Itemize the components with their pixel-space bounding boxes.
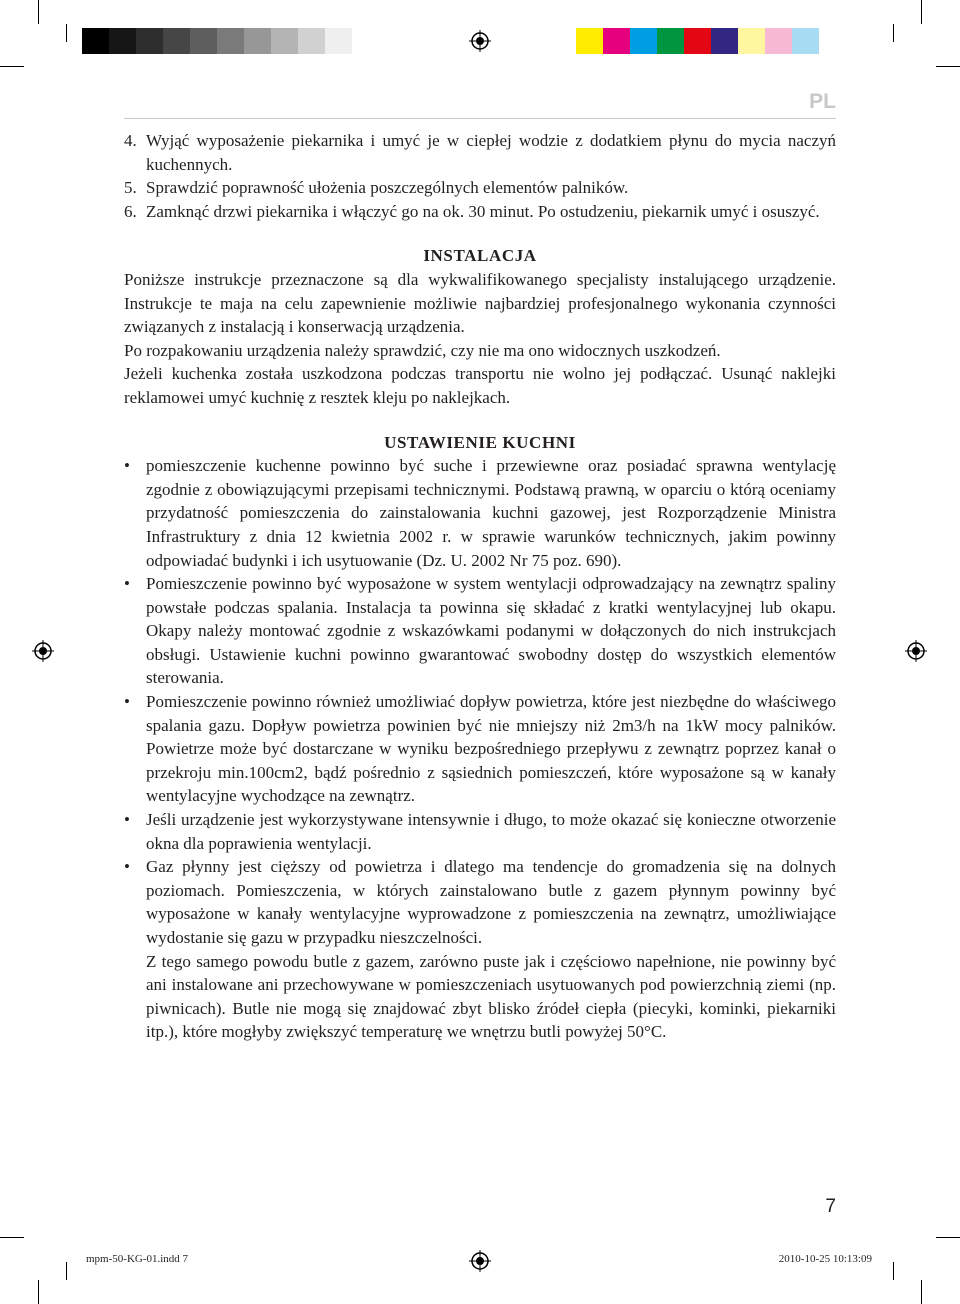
- crop-mark: [38, 1280, 39, 1304]
- color-swatch: [765, 28, 792, 54]
- list-item: [124, 176, 836, 200]
- color-swatch: [298, 28, 325, 54]
- item-text: pomieszczenie kuchenne powinno być suche i przewiewne oraz posiadać sprawna wentylację zgodnie z obowiązującymi przepisami technicznymi. Podstawą prawną, w oparciu o którą oceniamy przydatność pomieszczenia do zainstalowania kuchni gazowej, jest Rozporządzenie Ministra Infrastruktury z dnia 12 kwietnia 2002 r. w sprawie warunków technicznych, jakim powinny odpowiadać budynki i ich usytuowanie (Dz. U. 2002 Nr 75 poz. 690).: [146, 456, 836, 570]
- crop-mark: [66, 1262, 67, 1280]
- color-swatch: [244, 28, 271, 54]
- color-swatch: [711, 28, 738, 54]
- item-number: 4.: [124, 131, 137, 150]
- crop-mark: [0, 66, 24, 67]
- registration-mark-icon: [32, 640, 54, 662]
- crop-mark: [66, 24, 67, 42]
- item-number: 6.: [124, 201, 137, 221]
- color-swatch: [603, 28, 630, 54]
- crop-mark: [0, 1237, 24, 1238]
- list-item: [124, 454, 836, 572]
- item-text: Sprawdzić poprawność ułożenia poszczególnych elementów palników.: [146, 178, 629, 198]
- crop-mark: [921, 0, 922, 24]
- bullet-icon: •: [124, 692, 130, 712]
- crop-mark: [921, 1280, 922, 1304]
- page-content: [124, 129, 836, 1044]
- paragraph: Po rozpakowaniu urządzenia należy sprawdzić, czy nie ma ono widocznych uszkodzeń.: [124, 340, 721, 360]
- gray-calibration-bars: [82, 28, 379, 54]
- crop-mark: [893, 1262, 894, 1280]
- bullet-icon: •: [124, 456, 130, 476]
- section-heading-ustawienie: USTAWIENIE KUCHNI: [384, 432, 576, 452]
- color-calibration-bars: [576, 28, 846, 54]
- color-swatch: [792, 28, 819, 54]
- footer-datetime: 2010-10-25 10:13:09: [778, 1253, 872, 1265]
- item-text: Wyjąć wyposażenie piekarnika i umyć je w ciepłej wodzie z dodatkiem płynu do mycia naczyń kuchennych.: [146, 131, 836, 174]
- item-text: Pomieszczenie powinno również umożliwiać dopływ powietrza, które jest niezbędne do właściwego spalania gazu. Dopływ powietrza powinien być nie mniejszy niż 2m3/h na 1kW mocy palników. Powietrze może być dostarczane w wyniku bezpośredniego przepływu z zewnątrz poprzez kanał o przekroju min.100cm2, bądź pośrednio z sąsiednich pomieszczeń, które wyposażone są w kanały wentylacyjne wychodzące na zewnątrz.: [146, 692, 836, 806]
- color-swatch: [684, 28, 711, 54]
- color-swatch: [82, 28, 109, 54]
- list-item: [124, 855, 836, 1044]
- color-swatch: [738, 28, 765, 54]
- bullet-icon: •: [124, 857, 130, 877]
- color-swatch: [657, 28, 684, 54]
- color-swatch: [325, 28, 352, 54]
- color-swatch: [217, 28, 244, 54]
- list-item: [124, 690, 836, 808]
- paragraph: Jeżeli kuchenka została uszkodzona podczas transportu nie wolno jej podłączać. Usunąć naklejki reklamowei umyć kuchnię z resztek kleju po naklejkach.: [124, 364, 836, 407]
- list-item: [124, 572, 836, 690]
- list-item: [124, 200, 836, 224]
- crop-mark: [936, 1237, 960, 1238]
- item-text: Gaz płynny jest cięższy od powietrza i dlatego ma tendencje do gromadzenia się na dolnych poziomach. Pomieszczenia, w których zainstalowano butle z gazem płynnym powinny być wyposażone w kanały wentylacyjne wyprowadzone z pomieszczenia na zewnątrz, umożliwiające wydostanie się gazu w przypadku nieszczelności.: [146, 857, 836, 947]
- header-rule: [124, 118, 836, 119]
- paragraph: Poniższe instrukcje przeznaczone są dla wykwalifikowanego specjalisty instalującego urządzenie. Instrukcje te maja na celu zapewnienie możliwie najbardziej profesjonalnego wykonania czynności związanych z instalacją i konserwacją urządzenia.: [124, 269, 836, 337]
- crop-mark: [38, 0, 39, 24]
- color-swatch: [352, 28, 379, 54]
- item-text: Z tego samego powodu butle z gazem, zarówno puste jak i częściowo napełnione, nie powinny być ani instalowane ani przechowywane w pomieszczeniach usytuowanych pod powierzchnią ziemi (np. piwnicach). Butle nie mogą się znajdować zbyt blisko źródeł ciepła (piecyki, kominki, piekarniki itp.), które mogłyby zwiększyć temperaturę we wnętrzu butli powyżej 50°C.: [146, 951, 836, 1042]
- item-text: Jeśli urządzenie jest wykorzystywane intensywnie i długo, to może okazać się konieczne otworzenie okna dla poprawienia wentylacji.: [146, 810, 836, 853]
- color-swatch: [163, 28, 190, 54]
- bullet-icon: •: [124, 810, 130, 830]
- color-swatch: [109, 28, 136, 54]
- registration-mark-icon: [469, 30, 491, 52]
- list-item: [124, 808, 836, 855]
- item-text: Zamknąć drzwi piekarnika i włączyć go na ok. 30 minut. Po ostudzeniu, piekarnik umyć i osuszyć.: [146, 201, 820, 221]
- color-swatch: [190, 28, 217, 54]
- registration-mark-icon: [469, 1250, 491, 1272]
- page-number: 7: [825, 1196, 836, 1217]
- color-swatch: [136, 28, 163, 54]
- color-swatch: [630, 28, 657, 54]
- footer-filename: mpm-50-KG-01.indd 7: [86, 1253, 189, 1265]
- color-swatch: [819, 28, 846, 54]
- section-heading-instalacja: INSTALACJA: [423, 246, 537, 266]
- bullet-list: [124, 454, 836, 1044]
- crop-mark: [893, 24, 894, 42]
- item-text: Pomieszczenie powinno być wyposażone w system wentylacji odprowadzający na zewnątrz spaliny powstałe podczas spalania. Instalacja ta powinna się składać z kratki wentylacyjnej lub okapu. Okapy należy montować zgodnie z wskazówkami podanymi w dołączonych do nich instrukcjach obsługi. Ustawienie kuchni powinno gwarantować swobodny dostęp do wszystkich elementów sterowania.: [146, 574, 836, 688]
- color-swatch: [271, 28, 298, 54]
- crop-mark: [936, 66, 960, 67]
- item-number: 5.: [124, 178, 137, 198]
- language-label: PL: [809, 90, 836, 113]
- bullet-icon: •: [124, 574, 130, 594]
- list-item: [124, 129, 836, 176]
- registration-mark-icon: [905, 640, 927, 662]
- color-swatch: [576, 28, 603, 54]
